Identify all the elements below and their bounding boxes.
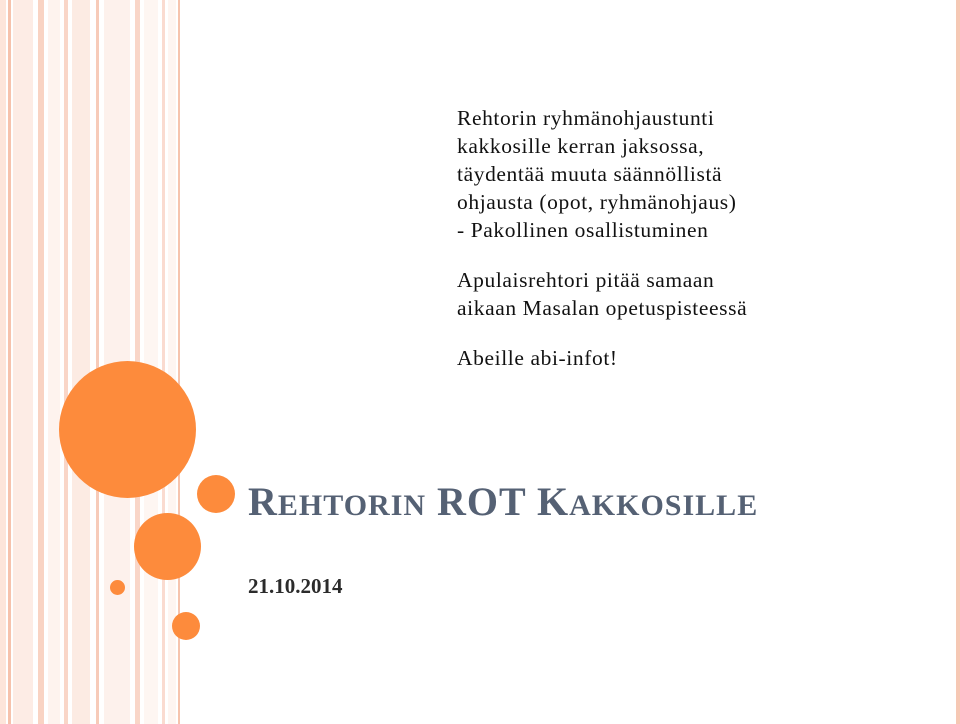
paragraph bbox=[457, 266, 937, 322]
text-line: täydentää muuta säännöllistä bbox=[457, 162, 723, 186]
tiny-circle bbox=[110, 580, 125, 595]
small-circle-top bbox=[197, 475, 235, 513]
text-line: Rehtorin ryhmänohjaustunti bbox=[457, 106, 715, 130]
title-rest: EHTORIN bbox=[277, 489, 427, 522]
text-line: aikaan Masalan opetuspisteessä bbox=[457, 296, 748, 320]
large-circle bbox=[59, 361, 196, 498]
paragraph bbox=[457, 104, 937, 244]
small-circle-bottom bbox=[172, 612, 200, 640]
slide-date: 21.10.2014 bbox=[248, 574, 343, 598]
slide-title bbox=[248, 478, 758, 525]
text-line: Apulaisrehtori pitää samaan bbox=[457, 268, 715, 292]
title-rest: AKKOSILLE bbox=[569, 489, 759, 522]
medium-circle bbox=[134, 513, 201, 580]
decorative-stripes bbox=[0, 0, 200, 724]
text-line: Abeille abi-infot! bbox=[457, 346, 618, 370]
body-text bbox=[457, 104, 937, 394]
paragraph bbox=[457, 344, 937, 372]
right-edge-line bbox=[956, 0, 960, 724]
text-line: - Pakollinen osallistuminen bbox=[457, 218, 709, 242]
title-word: ROT bbox=[437, 479, 527, 524]
text-line: ohjausta (opot, ryhmänohjaus) bbox=[457, 190, 737, 214]
text-line: kakkosille kerran jaksossa, bbox=[457, 134, 705, 158]
title-initial: R bbox=[248, 479, 278, 524]
title-initial: K bbox=[537, 479, 570, 524]
